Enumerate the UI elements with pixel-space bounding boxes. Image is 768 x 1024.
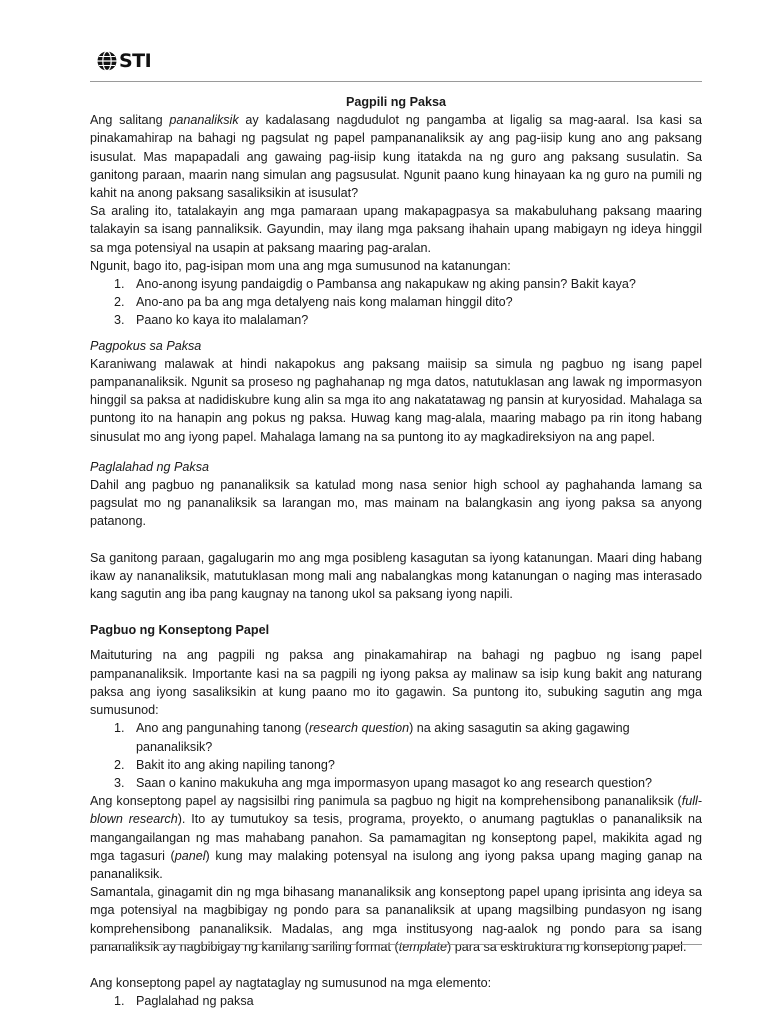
konsepto-paragraph-1: Maituturing na ang pagpili ng paksa ang pinakamahirap na bahagi ng pagbuo ng isang papel pampananaliksik. Importante kasi na sa pagpili ng iyong paksa ay malinaw sa isip kung bakit ang naturang paksa ang iyong sasaliksikin at kung paano mo ito gagawin. Sa puntong ito, subuking sagutin ang mga sumusunod: xyxy=(90,648,702,718)
list-item xyxy=(90,275,702,293)
list-number: 2. xyxy=(114,757,125,772)
italic-run: template xyxy=(398,939,448,954)
page-title: Pagpili ng Paksa xyxy=(345,95,447,109)
questions-list xyxy=(90,275,702,330)
document-body xyxy=(90,93,702,1010)
list-number: 1. xyxy=(114,994,125,1009)
list-text: Saan o kanino makukuha ang mga impormasyon upang masagot ko ang research question? xyxy=(136,775,652,790)
sti-logo xyxy=(96,48,151,74)
list-text: Ano-ano pa ba ang mga detalyeng nais kong malaman hinggil dito? xyxy=(136,295,513,310)
text-run: Samantala, ginagamit din ng mga bihasang mananaliksik ang konseptong papel upang iprisinta ang ideya sa mga potensiyal na magbibigay ng pondo para sa pananaliksik at upang magsilbing pundasyon ng isang komprehensibong pananaliksik. Madalas, ang mga institusyong nag-aalok ng pondo para sa isang pananaliksik ay nagbibigay ng kanilang sariling format ( xyxy=(90,885,702,954)
list-item xyxy=(90,311,702,329)
section-heading-paglalahad: Paglalahad ng Paksa xyxy=(90,459,210,474)
section-heading-konsepto: Pagbuo ng Konseptong Papel xyxy=(90,623,270,638)
list-text: ) na aking sasagutin sa aking gagawing pananaliksik? xyxy=(136,721,630,754)
paglalahad-paragraph-1: Dahil ang pagbuo ng pananaliksik sa katulad mong nasa senior high school ay paghahanda lamang sa pagsulat mo ng pananaliksik sa larangan mo, mas mainam na balangkasin ang iyong paksa sa anyong patanong. xyxy=(90,478,702,529)
konsepto-questions-list xyxy=(90,719,702,792)
list-number: 3. xyxy=(114,775,125,790)
logo-text: STI xyxy=(119,50,152,72)
list-item xyxy=(90,992,702,1010)
list-number: 3. xyxy=(114,313,125,328)
pagpokus-paragraph: Karaniwang malawak at hindi nakapokus ang paksang maiisip sa simula ng pagbuo ng isang papel pampananaliksik. Ngunit sa proseso ng paghahanap ng mga datos, natutuklasan ang lawak ng impormasyon hinggil sa paksa at nadidiskubre kung alin sa mga ito ang nakatatawag ng pansin at kuryosidad. Mahalaga sa puntong ito na hanapin ang pokus ng paksa. Huwag kang mag-alala, maaring mabago pa rin itong habang sinusulat mo ang iyong papel. Mahalaga lamang na sa puntong ito ay magkadireksiyon na ang papel. xyxy=(90,356,702,444)
section-heading-pagpokus: Pagpokus sa Paksa xyxy=(90,338,202,353)
italic-run: panel xyxy=(174,848,206,863)
text-run: ) para sa esktruktura ng konseptong papel. xyxy=(447,939,687,954)
list-number: 1. xyxy=(114,277,125,292)
konsepto-paragraph-2 xyxy=(90,792,702,883)
text-run: ) kung may malaking potensyal na isulong ang iyong paksa upang maging ganap na pananaliksik. xyxy=(90,848,703,881)
list-italic: research question xyxy=(308,721,410,736)
list-item xyxy=(90,719,702,755)
list-number: 2. xyxy=(114,295,125,310)
paragraph-3: Ngunit, bago ito, pag-isipan mom una ang mga sumusunod na katanungan: xyxy=(90,258,511,273)
konsepto-paragraph-4: Ang konseptong papel ay nagtataglay ng sumusunod na mga elemento: xyxy=(90,975,492,990)
intro-text-2: ay kadalasang nagdudulot ng pangamba at ligalig sa mag-aaral. Isa kasi sa pinakamahirap na bahagi ng pagsulat ng papel pampananaliksik ay ang pag-iisip kung ano ang paksang isusulat. Mas mapapadali ang gawaing pag-iisip kung itatakda na ng guro ang paksang susulatin. Sa ganitong paraan, maarin nang simulan ang pagsusulat. Ngunit paano kung hinayaan ka ng guro na pumili ng kahit na anong paksang sasaliksikin at isusulat? xyxy=(90,113,702,201)
paragraph-2: Sa araling ito, tatalakayin ang mga pamaraan upang makapagpasya sa makabuluhang paksang maaring talakayin sa isang pannaliksik. Gayundin, may ilang mga paksang ihahain upang mabigayn ng ideya hinggil sa mga potensiyal na usapin at paksang maaring pag-aralan. xyxy=(90,204,702,255)
list-item xyxy=(90,293,702,311)
intro-text-1: Ang salitang xyxy=(90,113,170,128)
list-item xyxy=(90,774,702,792)
list-number: 1. xyxy=(114,721,125,736)
globe-icon xyxy=(96,50,118,72)
header-divider xyxy=(90,81,702,82)
text-run: ). Ito ay tumutukoy sa tesis, programa, proyekto, o anumang pagtuklas o pananaliksik na mangangailangan ng mas mahabang panahon. Sa pamamagitan ng konseptong papel, makikita agad ng mga tagasuri ( xyxy=(90,812,702,863)
list-item xyxy=(90,756,702,774)
italic-run: full-blown research xyxy=(90,794,702,827)
intro-italic: pananaliksik xyxy=(169,113,239,128)
list-text: Bakit ito ang aking napiling tanong? xyxy=(136,757,335,772)
list-text: Paano ko kaya ito malalaman? xyxy=(136,313,309,328)
list-text: Ano ang pangunahing tanong ( xyxy=(136,721,309,736)
footer-divider xyxy=(90,944,702,945)
elements-list xyxy=(90,992,702,1010)
intro-paragraph xyxy=(90,111,702,202)
list-text: Paglalahad ng paksa xyxy=(136,994,254,1009)
text-run: Ang konseptong papel ay nagsisilbi ring panimula sa pagbuo ng higit na komprehensibong pananaliksik ( xyxy=(90,794,682,809)
list-text: Ano-anong isyung pandaigdig o Pambansa ang nakapukaw ng aking pansin? Bakit kaya? xyxy=(136,277,636,292)
konsepto-paragraph-3 xyxy=(90,883,702,956)
paglalahad-paragraph-2: Sa ganitong paraan, gagalugarin mo ang mga posibleng kasagutan sa iyong katanungan. Maari ding habang ikaw ay nananaliksik, matutuklasan mong mali ang nabalangkas mong katanungan o naging mas interasado kang sagutin ang iba pang kaugnay na tanong ukol sa paksang iyong napili. xyxy=(90,550,702,602)
